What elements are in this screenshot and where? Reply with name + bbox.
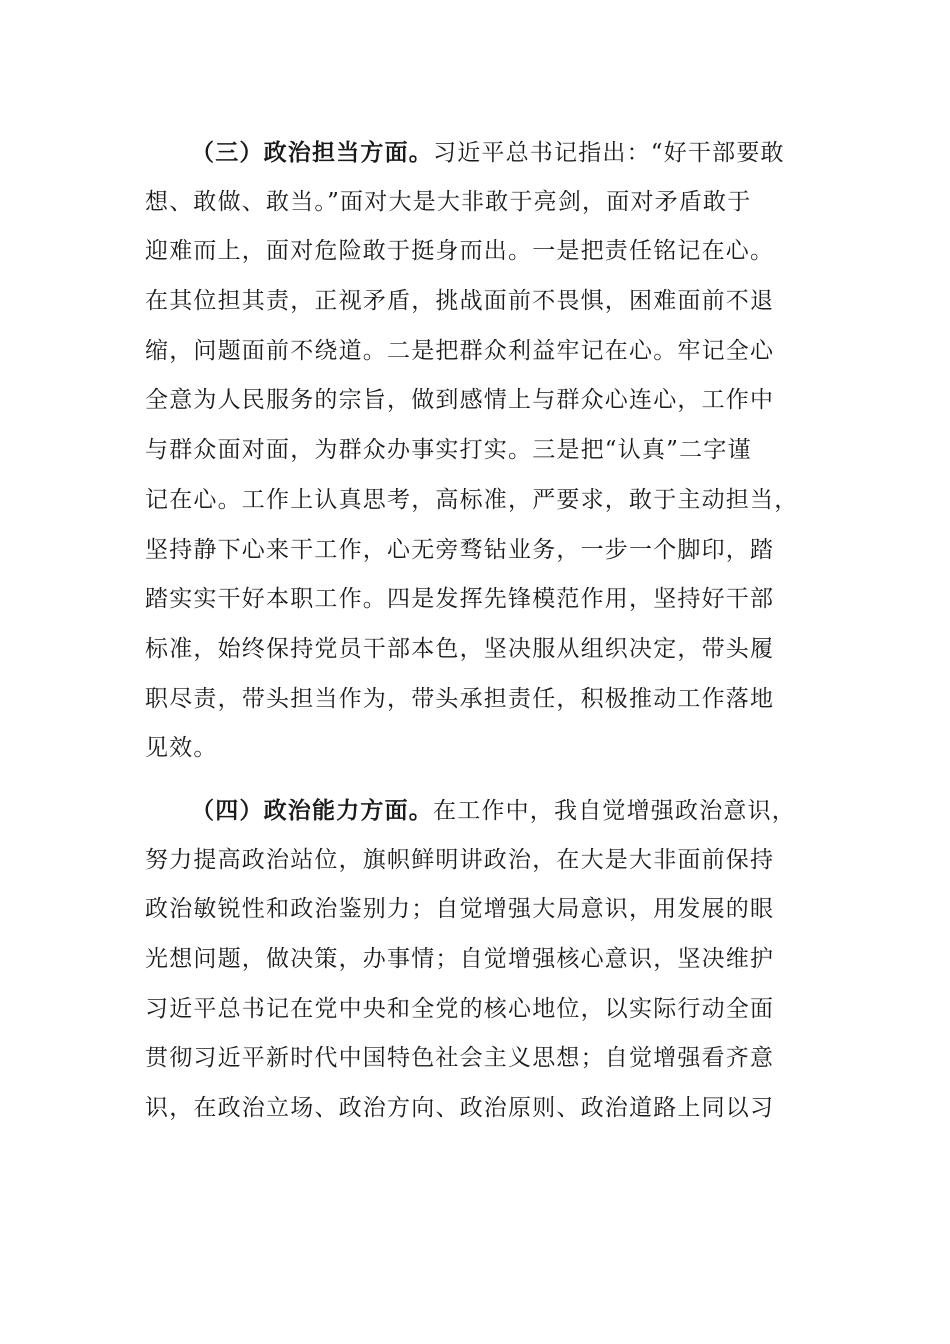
paragraph-line: 迎难而上，面对危险敢于挺身而出。一是把责任铭记在心。 <box>145 238 775 265</box>
paragraph-line: 见效。 <box>145 735 218 762</box>
paragraph-text: 习近平总书记指出：“好干部要敢 <box>433 140 785 166</box>
paragraph-line: 职尽责，带头担当作为，带头承担责任，积极推动工作落地 <box>145 685 775 712</box>
paragraph-line: 政治敏锐性和政治鉴别力；自觉增强大局意识，用发展的眼 <box>145 896 775 923</box>
paragraph-line: 缩，问题面前不绕道。二是把群众利益牢记在心。牢记全心 <box>145 337 775 364</box>
section-heading: （三）政治担当方面。 <box>191 139 433 166</box>
paragraph-line: 想、敢做、敢当。”面对大是大非敢于亮剑，面对矛盾敢于 <box>145 188 752 215</box>
paragraph-line: 标准，始终保持党员干部本色，坚决服从组织决定，带头履 <box>145 635 775 662</box>
section-heading: （四）政治能力方面。 <box>191 797 433 824</box>
paragraph-political-responsibility <box>145 128 805 774</box>
paragraph-line: 识，在政治立场、政治方向、政治原则、政治道路上同以习 <box>145 1095 775 1122</box>
paragraph-line: 踏实实干好本职工作。四是发挥先锋模范作用，坚持好干部 <box>145 586 775 613</box>
paragraph-line: 习近平总书记在党中央和全党的核心地位，以实际行动全面 <box>145 995 775 1022</box>
paragraph-first-line <box>145 786 805 836</box>
paragraph-line: 记在心。工作上认真思考，高标准，严要求，敢于主动担当， <box>145 486 799 513</box>
paragraph-line: 坚持静下心来干工作，心无旁骛钻业务，一步一个脚印，踏 <box>145 536 775 563</box>
paragraph-first-line <box>145 128 805 178</box>
paragraph-political-ability <box>145 786 805 1134</box>
paragraph-line: 努力提高政治站位，旗帜鲜明讲政治，在大是大非面前保持 <box>145 846 775 873</box>
paragraph-line: 在其位担其责，正视矛盾，挑战面前不畏惧，困难面前不退 <box>145 288 775 315</box>
paragraph-line: 光想问题，做决策，办事情；自觉增强核心意识，坚决维护 <box>145 946 775 973</box>
paragraph-line: 贯彻习近平新时代中国特色社会主义思想；自觉增强看齐意 <box>145 1045 775 1072</box>
paragraph-line: 全意为人民服务的宗旨，做到感情上与群众心连心，工作中 <box>145 387 775 414</box>
paragraph-text: 在工作中，我自觉增强政治意识， <box>433 798 796 824</box>
paragraph-line: 与群众面对面，为群众办事实打实。三是把“认真”二字谨 <box>145 437 752 464</box>
